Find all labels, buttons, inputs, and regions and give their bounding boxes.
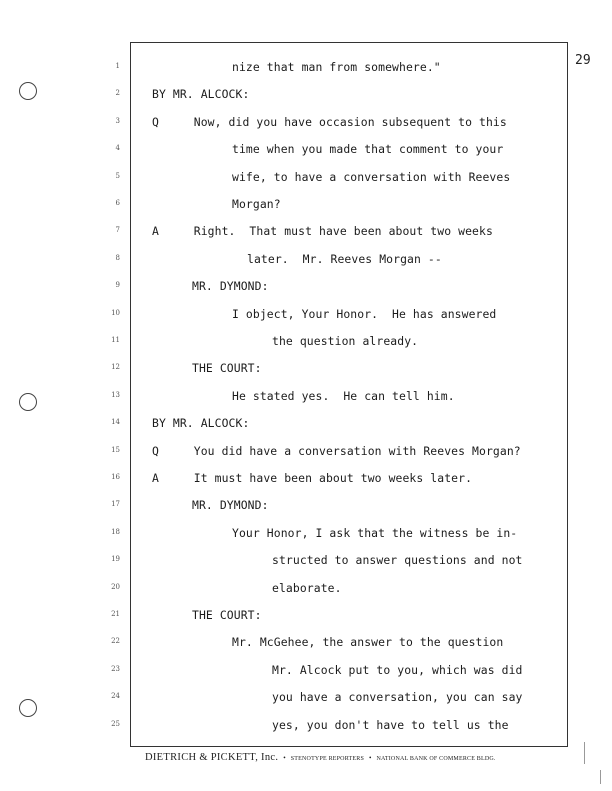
transcript-line: Mr. Alcock put to you, which was did: [272, 662, 523, 677]
transcript-line: Morgan?: [232, 197, 281, 211]
transcript-line: MR. DYMOND:: [192, 498, 269, 513]
transcript-line: later. Mr. Reeves Morgan --: [247, 251, 442, 266]
line-number: 4: [115, 144, 120, 153]
line-number: 23: [111, 664, 120, 673]
transcript-line: THE COURT:: [192, 361, 262, 376]
edge-mark: [584, 742, 585, 764]
line-number: 19: [111, 555, 120, 564]
transcript-line: Your Honor, I ask that the witness be in-: [232, 525, 518, 540]
line-number: 8: [115, 253, 120, 262]
line-number: 16: [111, 473, 120, 481]
transcript-line: you have a conversation, you can say: [272, 690, 523, 705]
binder-hole-top: [19, 82, 37, 100]
transcript-line: A It must have been about two weeks later.: [152, 471, 473, 485]
transcript-line: I object, Your Honor. He has answered: [232, 306, 497, 321]
transcript-line: time when you made that comment to your: [232, 142, 504, 157]
transcript-line: He stated yes. He can tell him.: [232, 388, 455, 403]
transcript-line: THE COURT:: [192, 608, 262, 622]
transcript-line: structed to answer questions and not: [272, 553, 523, 568]
line-number: 11: [111, 336, 120, 344]
line-number: 10: [111, 308, 120, 317]
transcript-line: wife, to have a conversation with Reeves: [232, 169, 511, 184]
line-number: 13: [111, 390, 120, 399]
line-number: 18: [111, 527, 120, 536]
binder-hole-bottom: [19, 699, 37, 717]
transcript-line: the question already.: [272, 334, 419, 348]
line-number: 25: [111, 719, 120, 728]
line-number: 3: [115, 116, 120, 125]
transcript-line: elaborate.: [272, 580, 342, 595]
transcript-line: Q You did have a conversation with Reeves Morgan?: [152, 443, 521, 458]
line-number: 7: [115, 226, 120, 235]
transcript-line: Mr. McGehee, the answer to the question: [232, 635, 504, 650]
line-number: 14: [111, 418, 120, 427]
footer-service: STENOTYPE REPORTERS: [290, 756, 365, 762]
line-number: 24: [111, 692, 120, 701]
transcript-line: yes, you don't have to tell us the: [272, 717, 509, 732]
line-number: 1: [115, 62, 120, 70]
line-number: 17: [111, 500, 120, 509]
line-number: 22: [111, 637, 120, 646]
binder-hole-middle: [19, 393, 37, 411]
line-number: 20: [111, 582, 120, 591]
transcript-line: MR. DYMOND:: [192, 279, 269, 294]
transcript-line: A Right. That must have been about two weeks: [152, 224, 493, 239]
line-number: 2: [115, 89, 120, 98]
page-number: 29: [575, 53, 591, 68]
line-number: 9: [115, 281, 120, 290]
footer-firm: DIETRICH & PICKETT, Inc.: [145, 752, 279, 763]
line-number: 12: [111, 363, 120, 372]
transcript-line: Q Now, did you have occasion subsequent to this: [152, 114, 507, 129]
transcript-line: nize that man from somewhere.": [232, 60, 441, 74]
footer-location: NATIONAL BANK OF COMMERCE BLDG.: [376, 756, 496, 762]
line-number: 15: [111, 445, 120, 454]
line-number: 6: [115, 199, 120, 207]
line-number: 5: [115, 171, 120, 180]
edge-mark: [600, 770, 601, 784]
line-number: 21: [111, 610, 120, 618]
transcript-line: BY MR. ALCOCK:: [152, 416, 250, 431]
transcript-line: BY MR. ALCOCK:: [152, 87, 250, 102]
footer-separator: •: [369, 754, 372, 762]
footer: [145, 752, 565, 763]
footer-separator: •: [283, 754, 286, 762]
